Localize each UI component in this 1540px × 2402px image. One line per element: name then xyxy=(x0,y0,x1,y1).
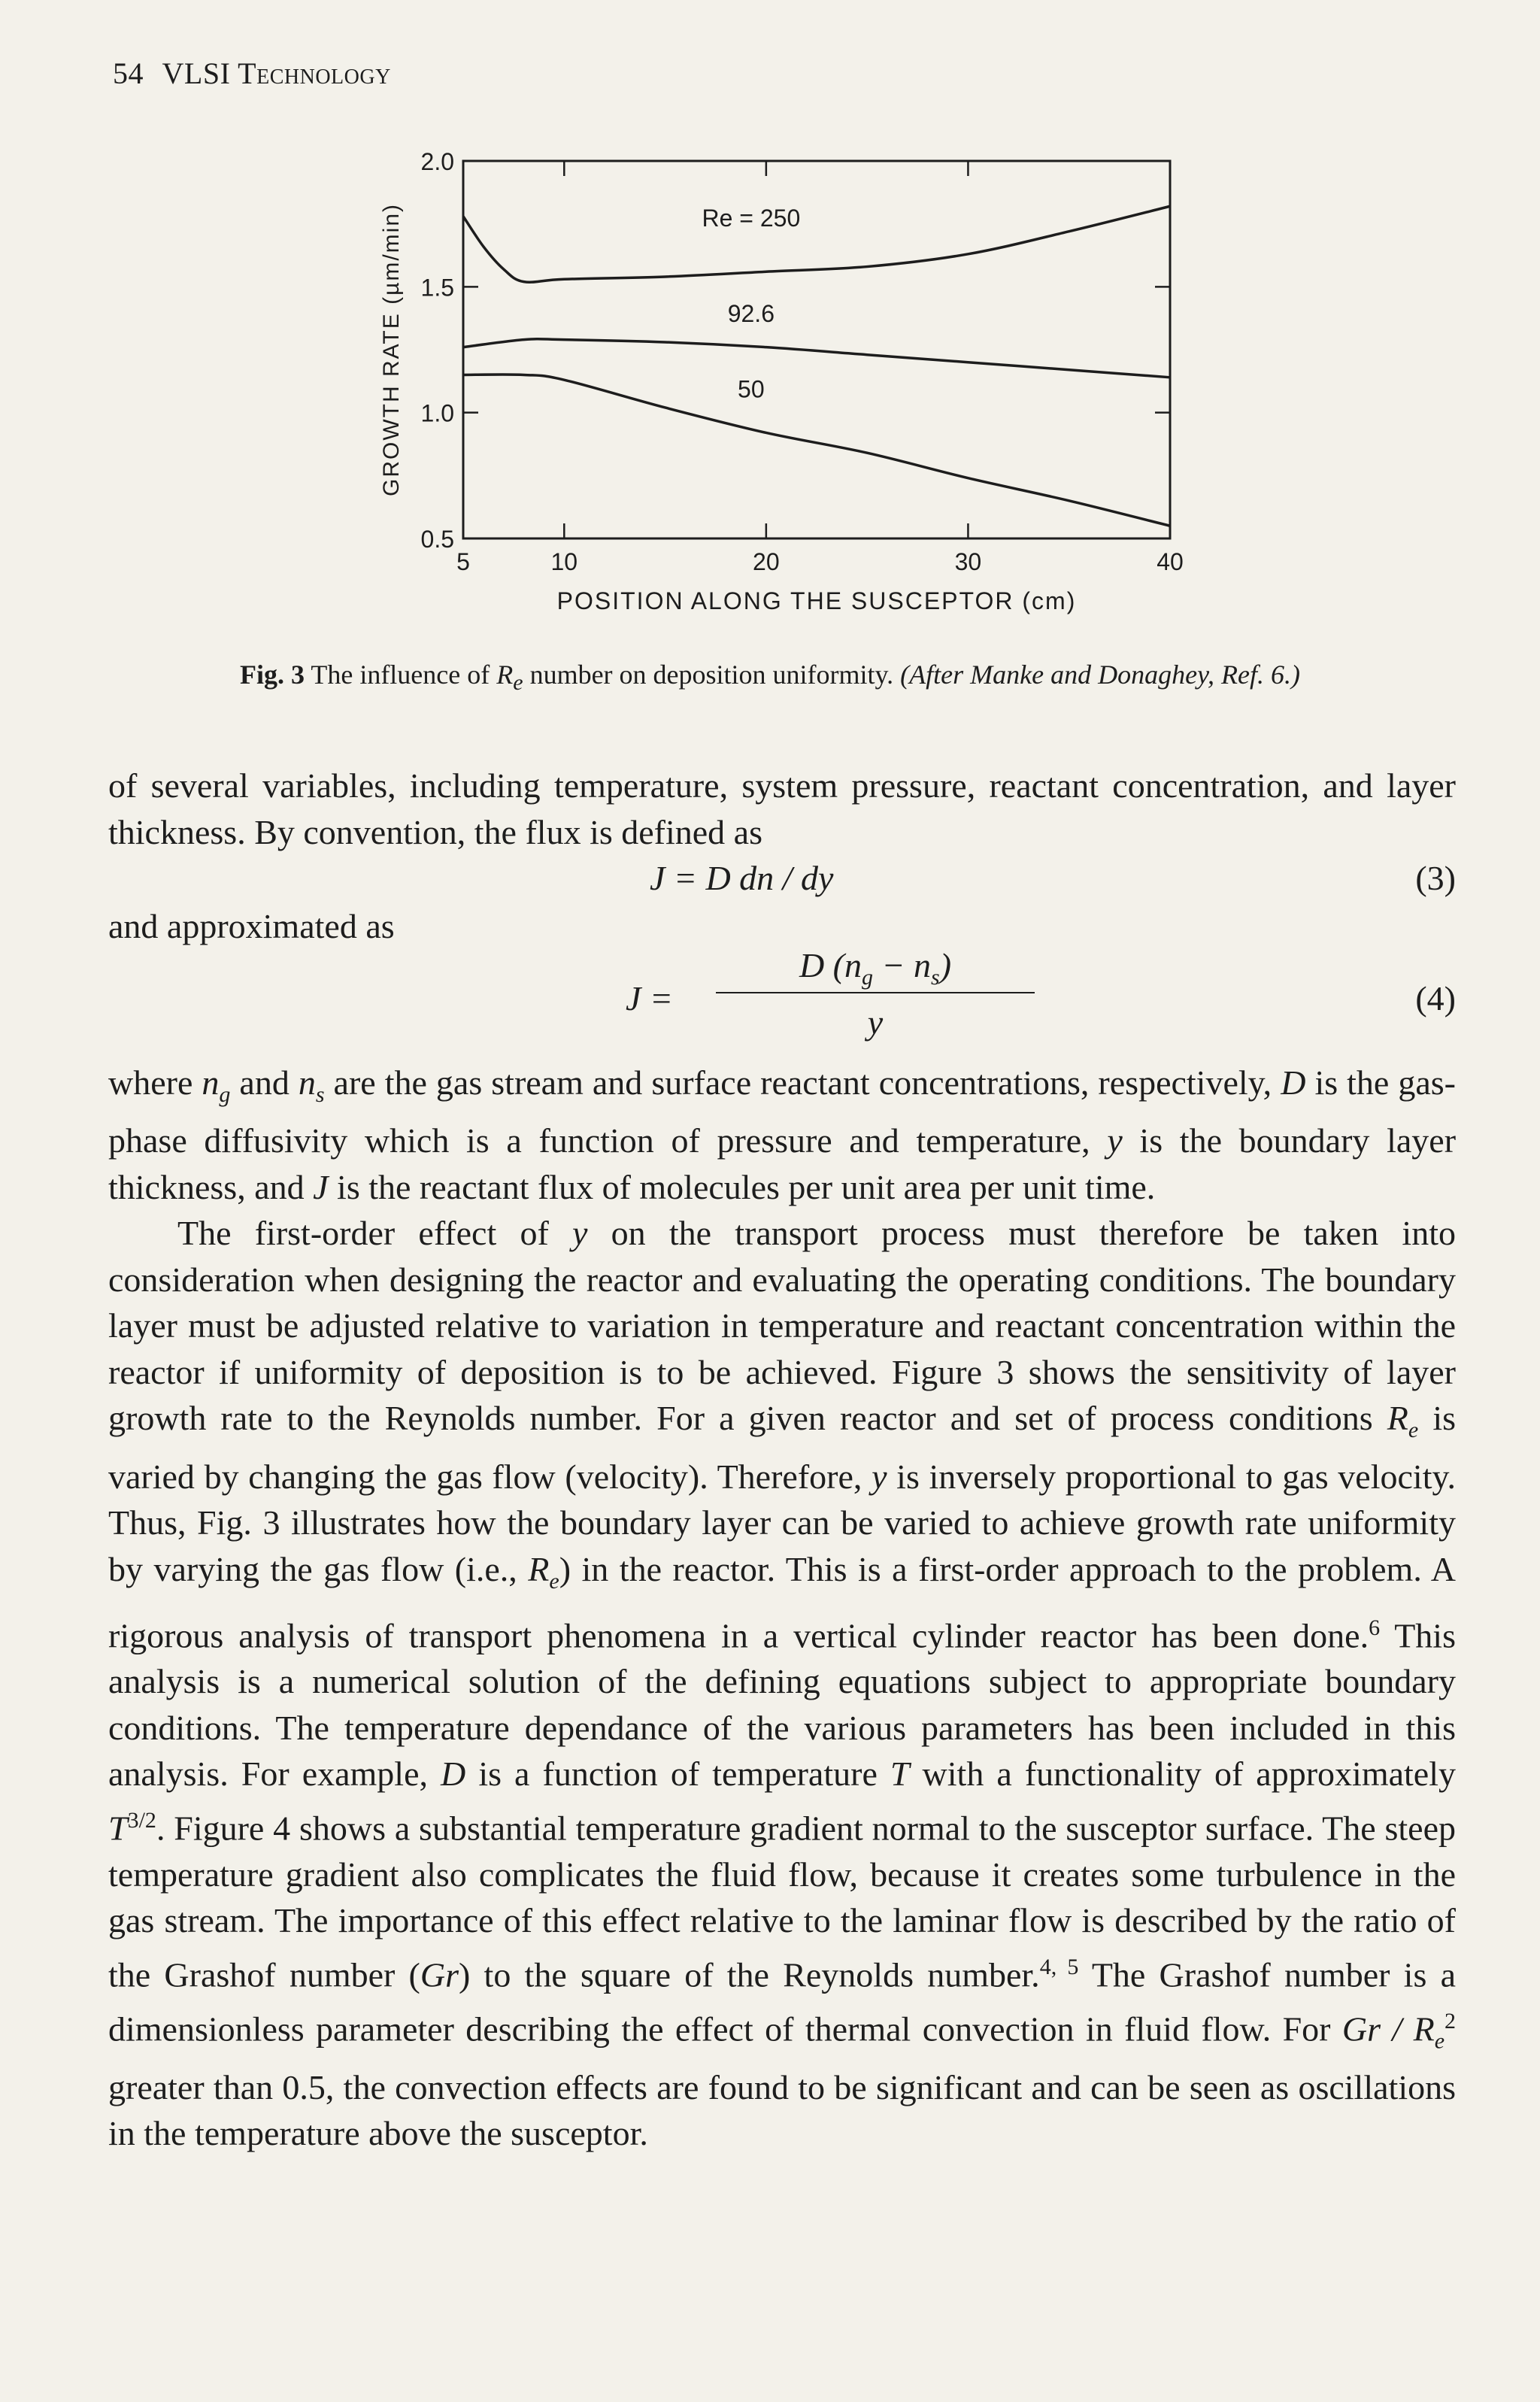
y-tick-label: 2.0 xyxy=(420,148,454,175)
p2-ns-sub: s xyxy=(315,1081,325,1107)
caption-text-after: number on deposition uniformity. xyxy=(523,660,901,690)
equation-3 xyxy=(108,855,1456,903)
p3-T: T xyxy=(890,1754,910,1794)
caption-citation: (After Manke and Donaghey, Ref. 6.) xyxy=(900,660,1301,690)
equation-4-denominator: y xyxy=(867,1002,884,1042)
equation-4-fraction xyxy=(716,942,1035,1046)
p3-text-b: on the transport process must therefore be taken into consideration when designing the reactor and evaluating the operating conditions. The boundary layer must be adjusted relative to variation in temperature and reactant concentration within the reactor if uniformity of deposition is to be achieved. Figure 3 shows the sensitivity of layer growth rate to the Reynolds number. For a given reactor and set of process conditions xyxy=(108,1214,1456,1438)
p3-ratio-sub: e xyxy=(1434,2028,1445,2054)
p3-y: y xyxy=(571,1214,588,1253)
caption-symbol-sub: e xyxy=(513,670,523,696)
caption-symbol: R xyxy=(496,660,514,690)
p2-y: y xyxy=(1107,1121,1123,1160)
p2-text-e: is the boundary layer thickness, and xyxy=(108,1121,1457,1206)
equation-4 xyxy=(108,945,1456,1060)
paragraph-1: of several variables, including temperature, system pressure, reactant concentration, and layer thickness. By convention, the flux is defined as xyxy=(108,766,1456,851)
series-line-1 xyxy=(463,339,1170,378)
page-number: 54 xyxy=(113,56,144,90)
numerator-part-end: ) xyxy=(939,945,952,984)
y-tick-label: 0.5 xyxy=(420,526,454,553)
paragraph-2 xyxy=(108,1060,1456,1211)
running-title: VLSI Technology xyxy=(162,56,391,90)
p2-J: J xyxy=(313,1167,329,1206)
p3-ref-4-5: 4, 5 xyxy=(1039,1954,1079,1979)
p3-Gr: Gr xyxy=(420,1955,459,1994)
figure-3 xyxy=(0,135,1540,647)
equation-4-number: (4) xyxy=(1415,978,1456,1018)
p3-y2: y xyxy=(872,1457,887,1496)
x-tick-label: 30 xyxy=(954,548,982,575)
running-header xyxy=(113,56,391,91)
p3-ref-6: 6 xyxy=(1369,1615,1381,1640)
p3-text-c: is varied by changing the gas flow (velocity). Therefore, xyxy=(108,1399,1456,1496)
p2-ng: n xyxy=(202,1063,220,1102)
series-label-2: 50 xyxy=(738,375,765,403)
p2-D: D xyxy=(1281,1063,1306,1102)
growth-rate-chart xyxy=(0,135,1540,647)
equation-4-lhs: J = xyxy=(626,978,673,1018)
series-line-2 xyxy=(463,375,1170,526)
numerator-sub-s: s xyxy=(931,964,940,990)
x-tick-label: 20 xyxy=(753,548,780,575)
fraction-bar xyxy=(716,992,1035,993)
p3-text-h: with a functionality of approximately xyxy=(909,1754,1456,1794)
p2-text-c: are the gas stream and surface reactant concentrations, respectively, xyxy=(324,1063,1281,1102)
x-axis-label: POSITION ALONG THE SUSCEPTOR (cm) xyxy=(556,587,1077,614)
p3-ratio-sup: 2 xyxy=(1445,2008,1457,2034)
numerator-part-a: D (n xyxy=(799,945,862,984)
series-label-0: Re = 250 xyxy=(702,205,801,232)
p3-T2-sup: 3/2 xyxy=(127,1807,156,1833)
numerator-part-mid: − n xyxy=(872,945,932,984)
y-tick-label: 1.0 xyxy=(420,399,454,427)
equation-3-expression: J = D dn / dy xyxy=(650,859,834,897)
paragraph-3 xyxy=(108,1210,1456,2156)
p3-Re2: R xyxy=(528,1549,550,1588)
p3-text-f: This analysis is a numerical solution of the defining equations subject to appropriate boundary conditions. The temperature dependance of the various parameters has been included in this analysis. For example, xyxy=(108,1615,1456,1794)
equation-4-numerator xyxy=(716,942,1035,989)
p3-text-g: is a function of temperature xyxy=(465,1754,890,1794)
p3-text-d: is inversely proportional to gas velocity. Thus, Fig. 3 illustrates how the boundary layer can be varied to achieve growth rate uniformity by varying the gas flow (i.e., xyxy=(108,1457,1456,1588)
y-tick-label: 1.5 xyxy=(420,274,454,302)
p2-text-f: is the reactant flux of molecules per unit area per unit time. xyxy=(328,1167,1156,1206)
p3-text-l: greater than 0.5, the convection effects are found to be significant and can be seen as oscillations in the temperature above the susceptor. xyxy=(108,2067,1456,2153)
p3-text-k: The Grashof number is a dimensionless parameter describing the effect of thermal convection in fluid flow. For xyxy=(108,1955,1457,2048)
p2-ns: n xyxy=(298,1063,316,1102)
x-tick-label: 40 xyxy=(1157,548,1184,575)
figure-caption xyxy=(0,659,1540,696)
x-tick-label: 5 xyxy=(456,548,470,575)
p3-Re1-sub: e xyxy=(1408,1418,1419,1443)
p3-T2: T xyxy=(108,1809,128,1848)
p3-text-a: The first-order effect of xyxy=(177,1214,572,1253)
approx-line: and approximated as xyxy=(108,907,395,945)
p2-text-a: where xyxy=(108,1063,202,1102)
p3-text-j: ) to the square of the Reynolds number. xyxy=(459,1955,1040,1994)
p2-text-d: is the gas-phase diffusivity which is a function of pressure and temperature, xyxy=(108,1063,1456,1160)
y-axis-label: GROWTH RATE (µm/min) xyxy=(379,202,404,497)
p3-text-e: ) in the reactor. This is a first-order approach to the problem. A rigorous analysis of transport phenomena in a vertical cylinder reactor has been done. xyxy=(108,1549,1456,1654)
p3-text-i: . Figure 4 shows a substantial temperature gradient normal to the susceptor surface. The steep temperature gradient also complicates the fluid flow, because it creates some turbulence in the gas stream. The importance of this effect relative to the laminar flow is described by the ratio of the Grashof number ( xyxy=(108,1809,1456,1994)
caption-label: Fig. 3 xyxy=(239,660,305,690)
x-tick-label: 10 xyxy=(550,548,578,575)
p2-text-b: and xyxy=(230,1063,299,1102)
p2-ng-sub: g xyxy=(219,1081,231,1107)
caption-text-before: The influence of xyxy=(311,660,497,690)
numerator-sub-g: g xyxy=(861,964,873,990)
p3-D: D xyxy=(441,1754,466,1794)
body-text xyxy=(108,763,1456,2157)
equation-3-number: (3) xyxy=(1415,859,1456,897)
series-line-0 xyxy=(463,206,1170,282)
series-label-1: 92.6 xyxy=(727,300,775,328)
p3-ratio: Gr / R xyxy=(1341,2009,1435,2048)
p3-Re2-sub: e xyxy=(549,1569,559,1594)
p3-Re1: R xyxy=(1387,1399,1408,1438)
